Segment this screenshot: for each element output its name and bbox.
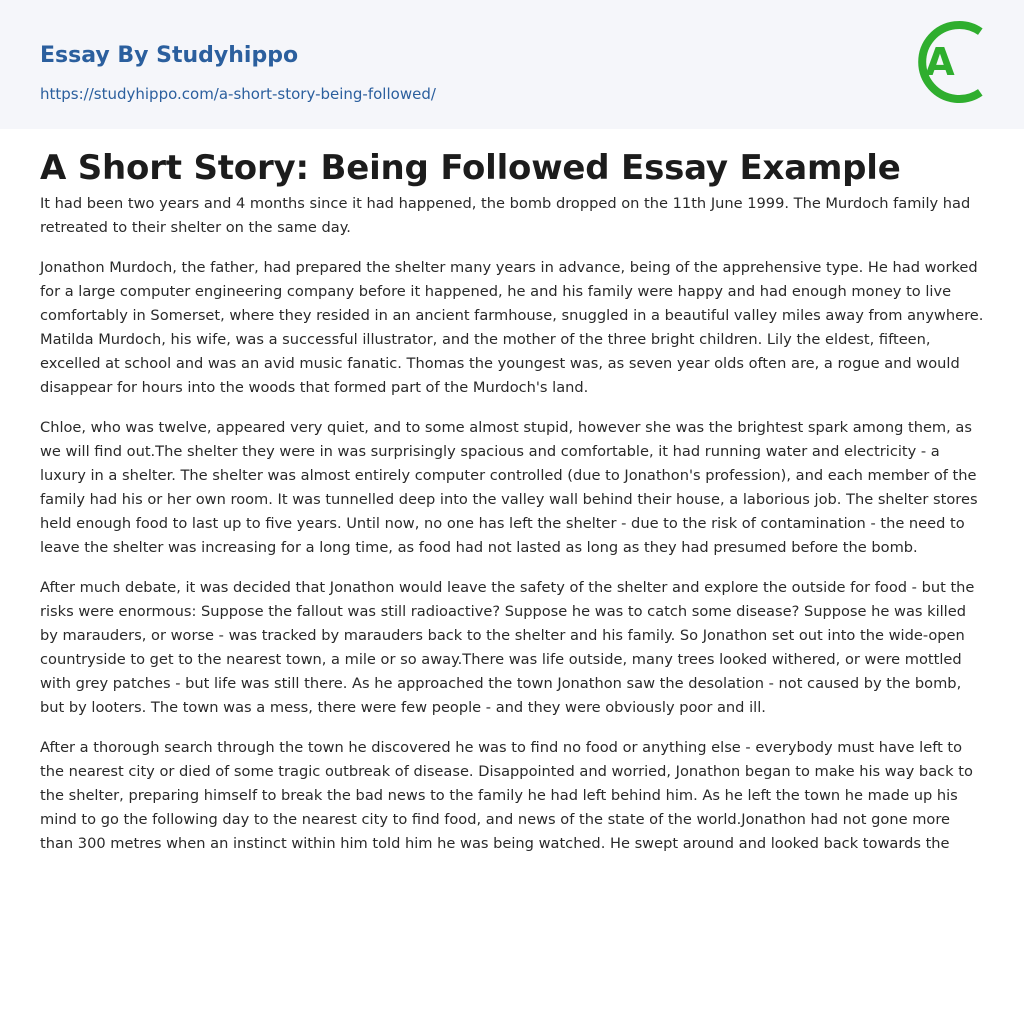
studyhippo-logo-icon[interactable] [906,17,992,107]
essay-paragraph: After a thorough search through the town he discovered he was to find no food or anything else - everybody must have left to the nearest city or died of some tragic outbreak of disease. Disappointed and worried, Jonathon began to make his way back to the shelter, preparing himself to break the bad news to the family he had left behind him. As he left the town he made up his mind to go the following day to the nearest city to find food, and news of the state of the world.Jonathon had not gone more than 300 metres when an instinct within him told him he was being watched. He swept around and looked back towards the [40,739,973,852]
essay-content [40,146,986,872]
source-url-link[interactable]: https://studyhippo.com/a-short-story-being-followed/ [40,85,436,103]
essay-paragraph: It had been two years and 4 months since it had happened, the bomb dropped on the 11th June 1999. The Murdoch family had retreated to their shelter on the same day. [40,195,971,236]
site-header [0,0,1024,129]
essay-paragraph: Jonathon Murdoch, the father, had prepared the shelter many years in advance, being of the apprehensive type. He had worked for a large computer engineering company before it happened, he and his family were happy and had enough money to live comfortably in Somerset, where they resided in an ancient farmhouse, snuggled in a beautiful valley miles away from anywhere. Matilda Murdoch, his wife, was a successful illustrator, and the mother of the three bright children. Lily the eldest, fifteen, excelled at school and was an avid music fanatic. Thomas the youngest was, as seven year olds often are, a rogue and would disappear for hours into the woods that formed part of the Murdoch's land. [40,259,984,396]
site-title[interactable]: Essay By Studyhippo [40,43,299,68]
essay-paragraph: Chloe, who was twelve, appeared very quiet, and to some almost stupid, however she was the brightest spark among them, as we will find out.The shelter they were in was surprisingly spacious and comfortable, it had running water and electricity - a luxury in a shelter. The shelter was almost entirely computer controlled (due to Jonathon's profession), and each member of the family had his or her own room. It was tunnelled deep into the valley wall behind their house, a laborious job. The shelter stores held enough food to last up to five years. Until now, no one has left the shelter - due to the risk of contamination - the need to leave the shelter was increasing for a long time, as food had not lasted as long as they had presumed before the bomb. [40,419,978,556]
essay-paragraph: After much debate, it was decided that Jonathon would leave the safety of the shelter and explore the outside for food - but the risks were enormous: Suppose the fallout was still radioactive? Suppose he was to catch some disease? Suppose he was killed by marauders, or worse - was tracked by marauders back to the shelter and his family. So Jonathon set out into the wide-open countryside to get to the nearest town, a mile or so away.There was life outside, many trees looked withered, or were mottled with grey patches - but life was still there. As he approached the town Jonathon saw the desolation - not caused by the bomb, but by looters. The town was a mess, there were few people - and they were obviously poor and ill. [40,579,975,716]
logo-letter: A [925,40,955,84]
essay-title: A Short Story: Being Followed Essay Example [40,148,901,188]
